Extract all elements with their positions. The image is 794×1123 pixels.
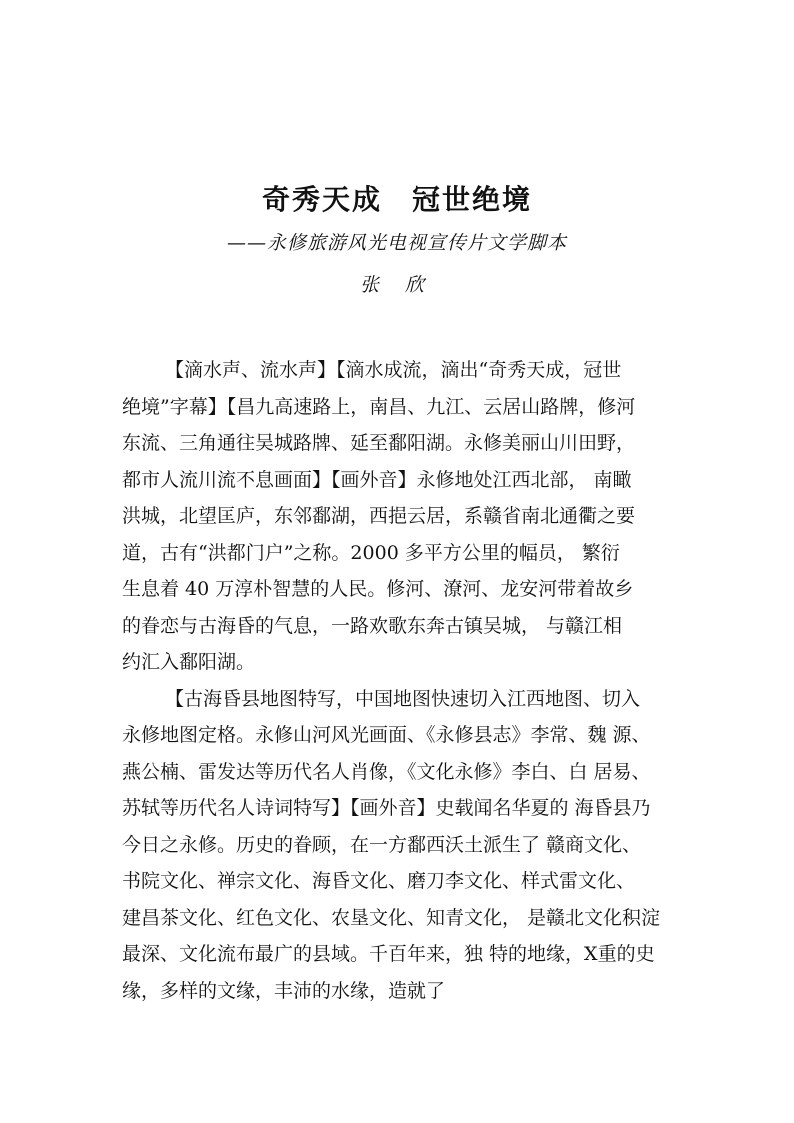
paragraph-1 xyxy=(122,352,682,681)
paragraph-line: 都市人流川流不息画面】【画外音】永修地处江西北部， 南瞰 xyxy=(122,468,632,491)
paragraph-line: 生息着 40 万淳朴智慧的人民。修河、潦河、龙安河带着故乡 xyxy=(122,578,634,600)
document-body xyxy=(122,352,682,1009)
paragraph-line: 洪城，北望匡庐，东邻鄱湖，西挹云居，系赣省南北通衢之要 xyxy=(122,505,636,527)
paragraph-line: 建昌茶文化、红色文化、农垦文化、知青文化， 是赣北文化积淀 xyxy=(122,906,661,929)
paragraph-line: 缘，多样的文缘，丰沛的水缘，造就了 xyxy=(122,979,446,1002)
document-subtitle: ——永修旅游风光电视宣传片文学脚本 xyxy=(226,232,567,254)
paragraph-2 xyxy=(122,681,682,1010)
document-author: 张 欣 xyxy=(359,274,435,296)
paragraph-line: 约汇入鄱阳湖。 xyxy=(122,651,256,673)
paragraph-line: 绝境”字幕】【昌九高速路上，南昌、九江、云居山路牌，修河 xyxy=(122,395,636,418)
paragraph-line: 的眷恋与古海昏的气息，一路欢歌东奔古镇吴城， 与赣江相 xyxy=(122,614,623,637)
paragraph-line: 苏轼等历代名人诗词特写】【画外音】史载闻名华夏的 海昏县乃 xyxy=(122,797,651,819)
paragraph-line: 东流、三角通往吴城路牌、延至鄱阳湖。永修美丽山川田野， xyxy=(122,432,636,454)
paragraph-line: 燕公楠、雷发达等历代名人肖像，《文化永修》李白、白 居易、 xyxy=(122,760,651,783)
paragraph-line: 【古海昏县地图特写，中国地图快速切入江西地图、切入 xyxy=(165,687,641,710)
paragraph-line: 【滴水声、流水声】【滴水成流，滴出“奇秀天成，冠世 xyxy=(165,359,622,381)
paragraph-line: 道，古有“洪都门户”之称。2000 多平方公里的幅员， 繁衍 xyxy=(122,541,620,564)
paragraph-line: 今日之永修。历史的眷顾，在一方鄱西沃土派生了 赣商文化、 xyxy=(122,833,642,856)
document-title: 奇秀天成 冠世绝境 xyxy=(261,183,532,216)
paragraph-line: 永修地图定格。永修山河风光画面、《永修县志》李常、魏 源、 xyxy=(122,724,651,746)
paragraph-line: 最深、文化流布最广的县域。千百年来，独 特的地缘，X重的史 xyxy=(122,943,655,965)
paragraph-line: 书院文化、禅宗文化、海昏文化、磨刀李文化、样式雷文化、 xyxy=(122,870,636,892)
